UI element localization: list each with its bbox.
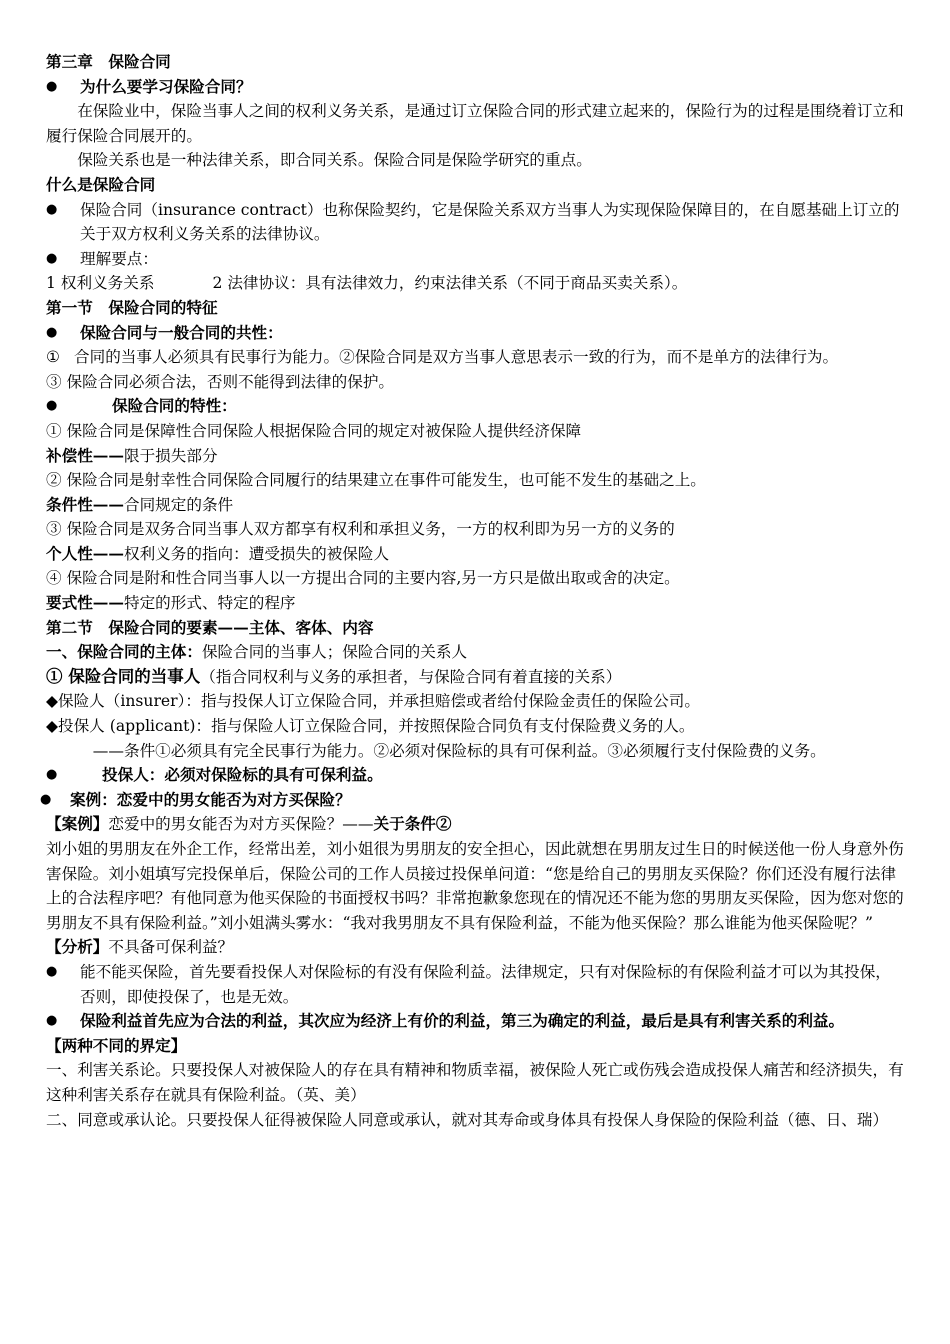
property-label: 要式性—— bbox=[46, 593, 124, 613]
bullet-icon: ● bbox=[46, 767, 58, 783]
key-points-line bbox=[46, 271, 906, 296]
document-page bbox=[40, 50, 906, 1132]
bullet-item bbox=[46, 75, 906, 100]
analysis-text: 不具备可保利益？ bbox=[108, 938, 234, 957]
bullet-item bbox=[46, 1009, 906, 1034]
case-line bbox=[46, 812, 906, 837]
case-text: 恋爱中的男女能否为对方买保险？—— bbox=[108, 815, 374, 834]
party-line bbox=[46, 665, 906, 690]
property-text: 合同规定的条件 bbox=[123, 495, 234, 514]
analysis-line bbox=[46, 935, 906, 960]
paragraph: 保险合同（insurance contract）也称保险契约，它是保险关系双方当事人为实现保险保障目的，在自愿基础上订立的关于双方权利义务关系的法律协议。 bbox=[80, 200, 900, 244]
bullet-item bbox=[46, 198, 906, 247]
bullet-icon: ● bbox=[46, 963, 58, 979]
paragraph: ◆投保人 (applicant)：指与保险人订立保险合同，并按照保险合同负有支付保险费义务的人。 bbox=[46, 717, 695, 736]
section-heading: 【两种不同的界定】 bbox=[46, 1035, 187, 1055]
bullet-item bbox=[46, 394, 906, 419]
paragraph: 能不能买保险，首先要看投保人对保险标的有没有保险利益。法律规定，只有对保险标的有保险利益才可以为其投保，否则，即使投保了，也是无效。 bbox=[80, 962, 891, 1006]
analysis-label: 【分析】 bbox=[46, 937, 109, 957]
paragraph: ① 保险合同是保障性合同保险人根据保险合同的规定对被保险人提供经济保障 bbox=[46, 421, 582, 440]
paragraph: 刘小姐的男朋友在外企工作，经常出差，刘小姐很为男朋友的安全担心，因此就想在男朋友过生日的时候送他一份人身意外伤害保险。刘小姐填写完投保单后，保险公司的工作人员接过投保单问道：“您是给自己的男朋友买保险？你们还没有履行法律上的合法程序吧？有他同意为他买保险的书面授权书吗？非常抱歉象您现在的情况还不能为您的男朋友买保险，因为您对您的男朋友不具有保险利益。”刘小姐满头雾水：“我对我男朋友不具有保险利益，不能为他买保险？那么谁能为他买保险呢？” bbox=[46, 840, 904, 932]
heading-text: 保险合同与一般合同的共性： bbox=[80, 322, 283, 342]
bullet-item bbox=[46, 960, 906, 1009]
case-label: 【案例】 bbox=[46, 814, 109, 834]
bullet-item bbox=[46, 247, 906, 272]
bullet-icon: ● bbox=[46, 78, 58, 94]
property-label: 条件性—— bbox=[46, 494, 124, 514]
bullet-icon: ● bbox=[40, 791, 52, 807]
property-line bbox=[46, 591, 906, 616]
bullet-item bbox=[46, 321, 906, 346]
paragraph: 保险关系也是一种法律关系，即合同关系。保险合同是保险学研究的重点。 bbox=[77, 151, 592, 170]
property-label: 补偿性—— bbox=[46, 445, 124, 465]
key-point-2: 2 法律协议：具有法律效力，约束法律关系（不同于商品买卖关系）。 bbox=[212, 274, 688, 293]
property-text: 权利义务的指向：遭受损失的被保险人 bbox=[123, 544, 390, 563]
property-line bbox=[46, 542, 906, 567]
case-condition: 关于条件② bbox=[373, 814, 452, 834]
paragraph: ④ 保险合同是附和性合同当事人以一方提出合同的主要内容,另一方只是做出取或舍的决定。 bbox=[46, 569, 680, 588]
paragraph: 理解要点： bbox=[80, 249, 158, 268]
paragraph: ③ 保险合同是双务合同当事人双方都享有权利和承担义务，一方的权利即为另一方的义务的 bbox=[46, 520, 675, 539]
party-text: （指合同权利与义务的承担者，与保险合同有着直接的关系） bbox=[200, 667, 622, 686]
bullet-icon: ● bbox=[46, 324, 58, 340]
property-line bbox=[46, 493, 906, 518]
paragraph: 一、利害关系论。只要投保人对被保险人的存在具有精神和物质幸福，被保险人死亡或伤残会造成投保人痛苦和经济损失，有这种利害关系存在就具有保险利益。（英、美） bbox=[46, 1061, 904, 1104]
subsection-text: 保险合同的当事人；保险合同的关系人 bbox=[201, 643, 468, 662]
bullet-icon: ● bbox=[46, 1013, 58, 1029]
paragraph: ③ 保险合同必须合法，否则不能得到法律的保护。 bbox=[46, 372, 395, 391]
section-heading: 第二节 保险合同的要素——主体、客体、内容 bbox=[46, 617, 374, 637]
key-point-1: 1 权利义务关系 bbox=[46, 274, 155, 293]
bullet-icon: ● bbox=[46, 201, 58, 217]
paragraph: 合同的当事人必须具有民事行为能力。②保险合同是双方当事人意思表示一致的行为，而不是单方的法律行为。 bbox=[74, 348, 839, 367]
paragraph: 保险利益首先应为合法的利益，其次应为经济上有价的利益，第三为确定的利益，最后是具有利害关系的利益。 bbox=[80, 1011, 845, 1031]
bullet-item bbox=[40, 788, 906, 813]
section-heading: 第一节 保险合同的特征 bbox=[46, 297, 218, 317]
property-line bbox=[46, 444, 906, 469]
property-label: 个人性—— bbox=[46, 543, 124, 563]
paragraph: ② 保险合同是射幸性合同保险合同履行的结果建立在事件可能发生，也可能不发生的基础之上。 bbox=[46, 471, 706, 490]
heading-text: 案例：恋爱中的男女能否为对方买保险？ bbox=[70, 789, 351, 809]
subsection-label: 一、保险合同的主体： bbox=[46, 642, 202, 662]
heading-text: 为什么要学习保险合同？ bbox=[80, 76, 252, 96]
paragraph: ——条件①必须具有完全民事行为能力。②必须对保险标的具有可保利益。③必须履行支付保险费的义务。 bbox=[92, 741, 826, 760]
heading-text: 保险合同的特性： bbox=[112, 396, 237, 416]
bullet-icon: ● bbox=[46, 398, 58, 414]
property-text: 限于损失部分 bbox=[123, 446, 218, 465]
numbered-item bbox=[46, 345, 906, 370]
property-text: 特定的形式、特定的程序 bbox=[123, 594, 296, 613]
bullet-icon: ● bbox=[46, 250, 58, 266]
paragraph: 在保险业中，保险当事人之间的权利义务关系，是通过订立保险合同的形式建立起来的，保险行为的过程是围绕着订立和履行保险合同展开的。 bbox=[46, 102, 904, 145]
section-heading: 什么是保险合同 bbox=[46, 174, 156, 194]
subject-line bbox=[46, 640, 906, 665]
paragraph: ◆保险人（insurer）：指与投保人订立保险合同，并承担赔偿或者给付保险金责任的保险公司。 bbox=[46, 692, 700, 711]
party-label: ① 保险合同的当事人 bbox=[46, 666, 201, 686]
bullet-item bbox=[46, 763, 906, 788]
chapter-title: 第三章 保险合同 bbox=[46, 52, 171, 71]
number-marker: ① bbox=[46, 348, 60, 367]
heading-text: 投保人：必须对保险标的具有可保利益。 bbox=[102, 765, 383, 785]
paragraph: 二、同意或承认论。只要投保人征得被保险人同意或承认，就对其寿命或身体具有投保人身保险的保险利益（德、日、瑞） bbox=[46, 1110, 889, 1129]
